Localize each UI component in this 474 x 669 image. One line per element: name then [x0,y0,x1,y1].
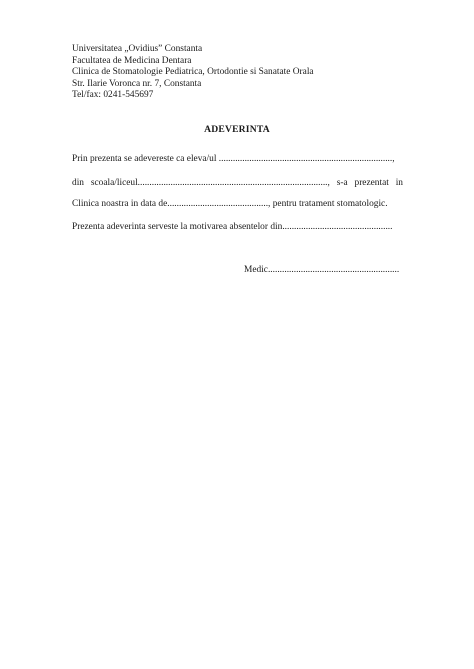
body-line-2-word-in: in [395,178,403,188]
signature-line: Medic........................................................ [244,265,400,275]
body-line-1: Prin prezenta se adevereste ca eleva/ul .........................................................................., [72,154,395,164]
document-title: ADEVERINTA [204,124,270,135]
body-line-3: Clinica noastra in data de..........................................., pentru tratament stomatologic. [72,199,388,209]
body-line-4: Prezenta adeverinta serveste la motivarea absentelor din............................................... [72,222,393,232]
body-line-2-word-sa: s-a [336,178,348,188]
header-phone: Tel/fax: 0241-545697 [72,90,154,101]
body-line-2-school: scoala/liceul................................................................................., [90,178,330,188]
body-line-2-word-din: din [72,178,84,188]
header-university: Universitatea „Ovidius” Constanta [72,44,203,54]
header-clinic: Clinica de Stomatologie Pediatrica, Ortodontie si Sanatate Orala [72,67,314,78]
header-faculty: Facultatea de Medicina Dentara [72,55,192,66]
header-address: Str. Ilarie Voronca nr. 7, Constanta [72,78,202,89]
institution-header [72,44,314,102]
body-line-2-word-prezentat: prezentat [354,178,389,188]
body-line-2 [72,178,403,188]
